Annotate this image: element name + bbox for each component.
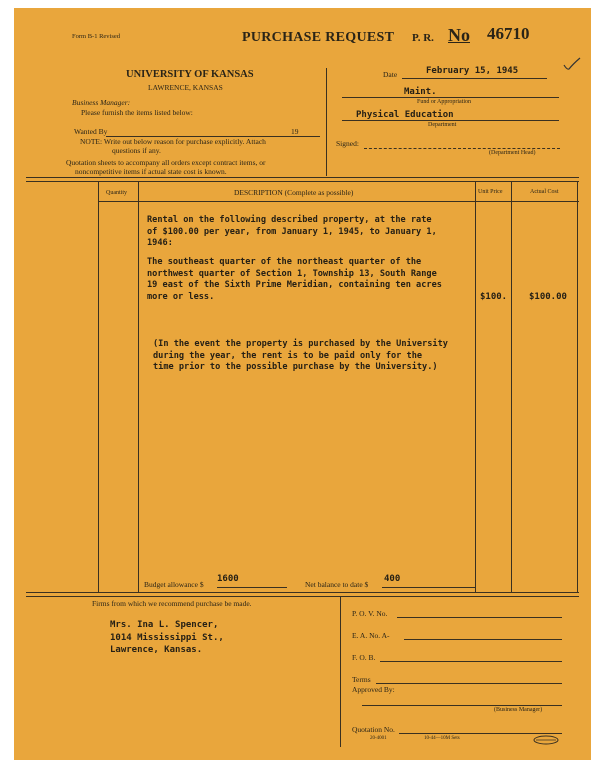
note-line-1: NOTE: Write out below reason for purchase explicitly. Attach	[80, 137, 266, 146]
wanted-by-label: Wanted By	[74, 127, 108, 136]
furnish-instruction: Please furnish the items listed below:	[81, 108, 193, 117]
pr-number: 46710	[487, 24, 530, 43]
description-paragraph-2: The southeast quarter of the northeast quarter of the northwest quarter of Section 1, Township 13, South Range 19 east of the Sixth Prime Meridian, containing ten acres more or less.	[147, 257, 442, 302]
quotation-note-1: Quotation sheets to accompany all orders except contract items, or	[66, 158, 266, 167]
date-label: Date	[383, 70, 398, 79]
university-city: LAWRENCE, KANSAS	[148, 83, 223, 92]
ea-no-line[interactable]	[404, 639, 562, 640]
no-label: No	[448, 25, 470, 45]
col-left-border	[98, 182, 99, 592]
col-quantity-right	[138, 182, 139, 592]
fund-line	[342, 97, 559, 98]
header-divider	[326, 68, 327, 176]
unit-price-header: Unit Price	[478, 189, 503, 195]
business-manager-caption: (Business Manager)	[494, 707, 543, 713]
net-balance-value[interactable]: 400	[384, 574, 401, 584]
date-value[interactable]: February 15, 1945	[426, 66, 519, 76]
actual-cost-header: Actual Cost	[530, 189, 559, 195]
university-name: UNIVERSITY OF KANSAS	[126, 69, 254, 80]
pr-label: P. R.	[412, 32, 434, 44]
table-header-rule	[98, 201, 579, 202]
approved-by-line[interactable]	[362, 705, 562, 706]
footer-rule-2	[26, 596, 579, 597]
date-line	[402, 78, 547, 79]
department-line	[342, 120, 559, 121]
budget-allowance-value[interactable]: 1600	[217, 574, 239, 584]
department-value[interactable]: Physical Education	[356, 110, 454, 120]
print-code-1: 20-4001	[370, 736, 387, 741]
vendor-header: Firms from which we recommend purchase be made.	[92, 599, 252, 608]
terms-label: Terms	[352, 675, 371, 684]
note-line-2: questions if any.	[112, 146, 161, 155]
approved-by-label: Approved By:	[352, 685, 395, 694]
footer-divider	[340, 597, 341, 747]
pov-no-line[interactable]	[397, 617, 562, 618]
vendor-address: Mrs. Ina L. Spencer, 1014 Mississippi St., Lawrence, Kansas.	[110, 620, 224, 655]
description-paragraph-3: (In the event the property is purchased by the University during the year, the rent is to be paid only for the time prior to the possible purchase by the University.)	[153, 339, 448, 373]
table-top-rule-2	[26, 181, 579, 182]
description-header: DESCRIPTION (Complete as possible)	[234, 188, 354, 197]
form-number: Form B-1 Revised	[72, 33, 121, 40]
footer-rule	[26, 592, 579, 593]
quotation-note-2: noncompetitive items if actual state cost is known.	[75, 167, 227, 176]
wanted-by-year: 19	[291, 127, 299, 136]
form-title: PURCHASE REQUEST	[242, 30, 395, 45]
actual-cost-value: $100.00	[529, 292, 567, 302]
union-label-icon	[533, 732, 559, 750]
unit-price-value: $100.	[480, 292, 508, 302]
pov-no-label: P. O. V. No.	[352, 609, 388, 618]
fund-label: Fund or Appropriation	[417, 99, 471, 105]
department-label: Department	[428, 122, 457, 128]
purchase-request-form	[14, 8, 591, 760]
description-paragraph-1: Rental on the following described property, at the rate of $100.00 per year, from January 1, 1945, to January 1, 1946:	[147, 215, 437, 249]
checkmark-icon	[562, 56, 582, 77]
terms-line[interactable]	[376, 683, 562, 684]
col-description-right	[475, 182, 476, 592]
print-code-2: 10-44—10M Sets	[424, 736, 460, 741]
quantity-header: Quantity	[106, 190, 127, 196]
fob-line[interactable]	[380, 661, 562, 662]
signed-label: Signed:	[336, 139, 359, 148]
fob-label: F. O. B.	[352, 653, 376, 662]
col-actual-cost-right	[577, 182, 578, 592]
quotation-no-label: Quotation No.	[352, 725, 395, 734]
net-balance-line	[382, 587, 475, 588]
signed-line[interactable]	[364, 148, 560, 149]
budget-allowance-label: Budget allowance $	[144, 580, 204, 589]
business-manager-label: Business Manager:	[72, 98, 131, 107]
department-head-label: (Department Head)	[489, 150, 536, 156]
fund-value[interactable]: Maint.	[404, 87, 437, 97]
budget-allowance-line	[217, 587, 287, 588]
net-balance-label: Net balance to date $	[305, 580, 369, 589]
col-unit-price-right	[511, 182, 512, 592]
ea-no-label: E. A. No. A-	[352, 631, 390, 640]
table-top-rule	[26, 177, 579, 178]
